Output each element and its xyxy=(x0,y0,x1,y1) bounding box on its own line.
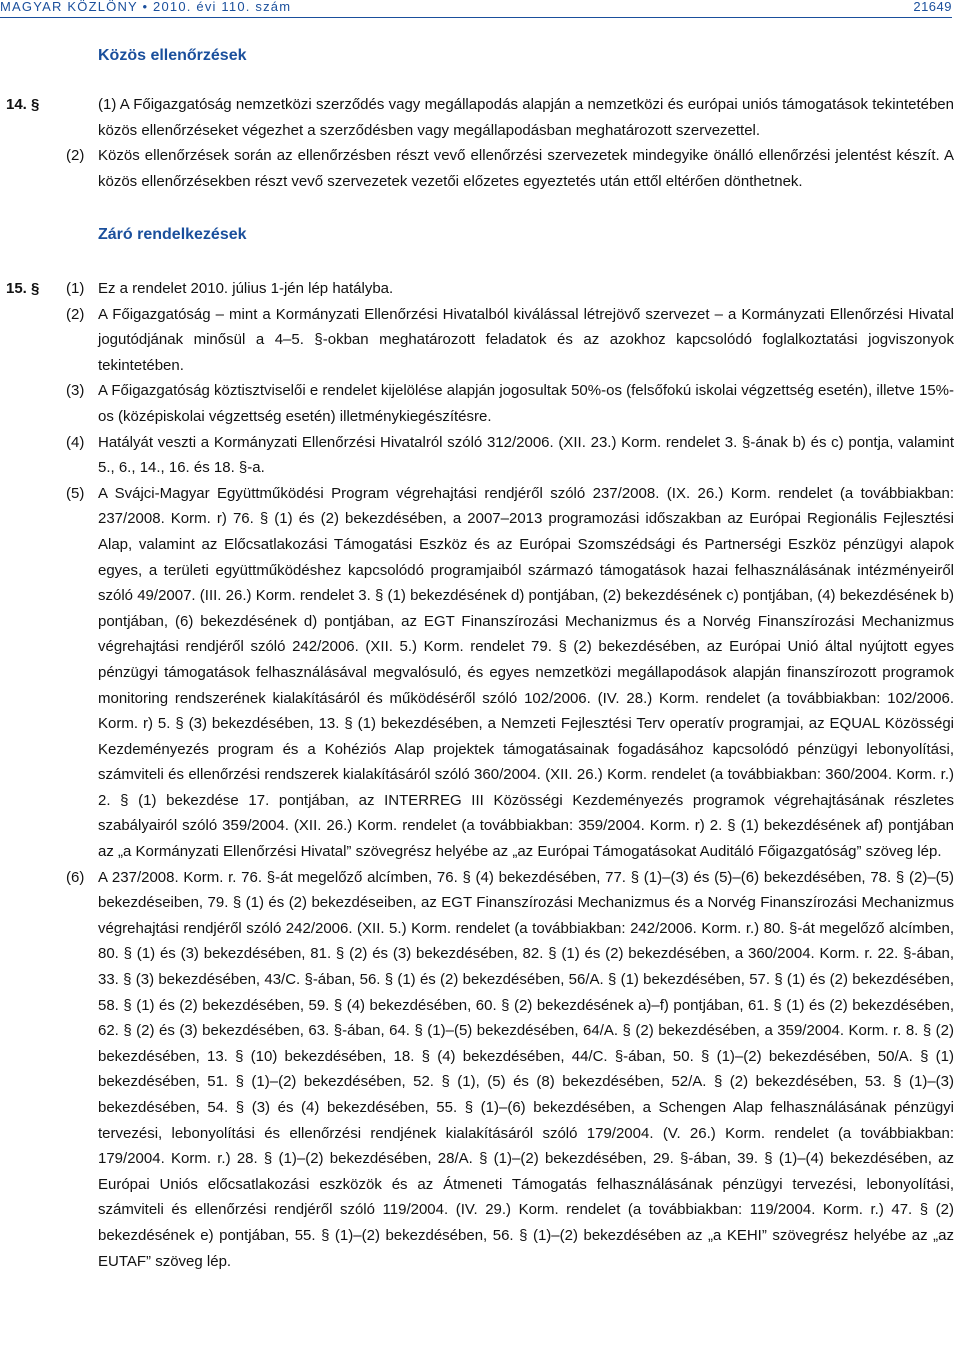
paragraph-text: A 237/2008. Korm. r. 76. §-át megelőző alcímben, 76. § (4) bekezdésében, 77. § (1)–(3) és (5)–(6) bekezdésében, 78. § (2)–(5) bekezdéseiben, 79. § (1) és (2) bekezdéseiben, az EGT Finanszírozási Mechanizmus és a Norvég Finanszírozási Mechanizmus végrehajtási rendjéről szóló 242/2006. (XII. 5.) Korm. rendelet (a továbbiakban: 242/2006. Korm. r.) 80. §-át megelőző alcímben, 80. § (1) és (3) bekezdésében, 81. § (2) és (3) bekezdésében, 82. § (1) és (2) bekezdésében, a 360/2004. Korm. r. 22. §-ában, 33. § (3) bekezdésében, 43/C. §-ában, 56. § (1) és (2) bekezdésében, 56/A. § (1) bekezdésében, 57. § (1) és (2) bekezdésében, 58. § (1) és (2) bekezdésében, 59. § (4) bekezdésében, 60. § (2) bekezdésének a)–f) pontjában, 61. § (1) és (2) bekezdésében, 62. § (2) és (3) bekezdésében, 63. §-ában, 64. § (1)–(5) bekezdésében, 64/A. § (2) bekezdésében, a 359/2004. Korm. r. 8. § (2) bekezdésében, 13. § (10) bekezdésében, 18. § (4) bekezdésében, 44/C. §-ában, 50. § (1)–(2) bekezdésében, 50/A. § (1) bekezdésében, 51. § (1)–(2) bekezdésében, 52. § (1), (5) és (8) bekezdésében, 52/A. § (2) bekezdésében, 53. § (1)–(3) bekezdésében, 54. § (3) és (4) bekezdésében, 55. § (1)–(6) bekezdésében, a Schengen Alap felhasználásának pénzügyi tervezési, lebonyolítási és ellenőrzési rendjének kialakításáról szóló 179/2004. (V. 26.) Korm. rendelet (a továbbiakban: 179/2004. Korm. r.) 28. § (1)–(2) bekezdésében, 28/A. § (1)–(2) bekezdésében, 29. §-ában, 39. § (1)–(4) bekezdésében, az Európai Uniós előcsatlakozási eszközök és az Átmeneti Támogatás felhasználásának pénzügyi tervezési, lebonyolítási, számviteli és ellenőrzési rendjéről szóló 119/2004. (IV. 29.) Korm. rendelet (a továbbiakban: 119/2004. Korm. r.) 47. § (2) bekezdésének e) pontjában, 55. § (1)–(2) bekezdésében, 56. § (1)–(2) bekezdésében az „a KEHI” szövegrész helyébe az „az EUTAF” szöveg lép. xyxy=(98,868,954,1270)
paragraph-text: (1) A Főigazgatóság nemzetközi szerződés vagy megállapodás alapján a nemzetközi és európai uniós támogatások tekintetében közös ellenőrzéseket végezhet a szerződésben vagy megállapodásban meghatározott szervezettel. xyxy=(98,96,954,139)
paragraph-number: (2) xyxy=(66,305,85,323)
paragraph xyxy=(0,378,960,429)
header-rule xyxy=(0,17,952,18)
section-number: 15. § xyxy=(6,280,40,297)
section-title-joint-audits: Közös ellenőrzések xyxy=(98,47,247,64)
journal-title: MAGYAR KÖZLÖNY • 2010. évi 110. szám xyxy=(0,0,292,14)
page-header xyxy=(0,0,960,22)
paragraph xyxy=(0,302,960,379)
paragraph xyxy=(0,92,960,143)
paragraph xyxy=(0,143,960,194)
section-14 xyxy=(0,92,960,194)
paragraph-number: (5) xyxy=(66,484,85,502)
paragraph-number: (2) xyxy=(66,147,85,165)
paragraph-number: (4) xyxy=(66,433,85,451)
paragraph-text: Ez a rendelet 2010. július 1-jén lép hatályba. xyxy=(98,280,394,297)
paragraph xyxy=(0,865,960,1275)
paragraph-number: (1) xyxy=(66,280,85,297)
paragraph xyxy=(0,276,960,302)
section-title-final-provisions: Záró rendelkezések xyxy=(98,226,247,243)
paragraph xyxy=(0,481,960,865)
paragraph-text: Hatályát veszti a Kormányzati Ellenőrzési Hivatalról szóló 312/2006. (XII. 23.) Korm. rendelet 3. §-ának b) és c) pontja, valamint 5., 6., 14., 16. és 18. §-a. xyxy=(98,433,954,477)
section-15 xyxy=(0,276,960,1274)
paragraph-text: A Svájci-Magyar Együttműködési Program végrehajtási rendjéről szóló 237/2008. (IX. 26.) Korm. rendelet (a továbbiakban: 237/2008. Korm. r) 76. § (1) és (2) bekezdésében, a 2007–2013 programozási időszakban az Európai Regionális Fejlesztési Alap, valamint az Előcsatlakozási Támogatási Eszköz és az Európai Szomszédsági és Partnerségi Eszköz pénzügyi alapok egyes, a területi együttműködéshez kapcsolódó programjaiból származó támogatások hazai felhasználásának intézményeiről szóló 49/2007. (III. 26.) Korm. rendelet 3. § (1) bekezdésének d) pontjában, (2) bekezdésének c) pontjában, (4) bekezdésének b) pontjában, (6) bekezdésének d) pontjában, az EGT Finanszírozási Mechanizmus és a Norvég Finanszírozási Mechanizmus végrehajtási rendjéről szóló 242/2006. (XII. 5.) Korm. rendelet 79. § (2) bekezdésében, az Európai Unió által nyújtott egyes pénzügyi támogatások felhasználásával megvalósuló, és egyes nemzetközi megállapodások alapján finanszírozott programok monitoring rendszerének kialakításáról és működéséről szóló 102/2006. (IV. 28.) Korm. rendelet (a továbbiakban: 102/2006. Korm. r) 5. § (3) bekezdésében, 13. § (1) bekezdésében, a Nemzeti Fejlesztési Terv operatív programjai, az EQUAL Közösségi Kezdeményezés program és a Kohéziós Alap projektek támogatásainak fogadásához kapcsolódó pénzügyi lebonyolítási, számviteli és ellenőrzési rendszerek kialakításáról szóló 360/2004. (XII. 26.) Korm. rendelet (a továbbiakban: 360/2004. Korm. r.) 2. § (1) bekezdése 17. pontjában, az INTERREG III Közösségi Kezdeményezés programok végrehajtásának részletes szabályairól szóló 359/2004. (XII. 26.) Korm. rendelet (a továbbiakban: 359/2004. Korm. r) 2. § (1) bekezdésének af) pontjában az „a Kormányzati Ellenőrzési Hivatal” szövegrész helyébe az „az Európai Támogatásokat Auditáló Főigazgatóság” szöveg lép. xyxy=(98,484,954,861)
paragraph-text: Közös ellenőrzések során az ellenőrzésben részt vevő ellenőrzési szervezetek mindegyike önálló ellenőrzési jelentést készít. A közös ellenőrzésekben részt vevő szervezetek vezetői előzetes egyeztetés után ettől eltérően dönthetnek. xyxy=(98,147,954,190)
paragraph-number: (6) xyxy=(66,868,85,886)
paragraph-text: A Főigazgatóság köztisztviselői e rendelet kijelölése alapján jogosultak 50%-os (felsőfokú iskolai végzettség esetén), illetve 15%-os (középiskolai végzettség esetén) illetménykiegészítésre. xyxy=(98,382,954,425)
paragraph xyxy=(0,430,960,481)
paragraph-number: (3) xyxy=(66,382,85,400)
section-number: 14. § xyxy=(6,96,40,113)
page-number: 21649 xyxy=(913,0,952,14)
paragraph-text: A Főigazgatóság – mint a Kormányzati Ellenőrzési Hivatalból kiválással létrejövő szervezet – a Kormányzati Ellenőrzési Hivatal jogutódjának minősül a 4–5. §-okban meghatározott feladatok és az azokhoz kapcsolódó foglalkoztatási jogviszonyok tekintetében. xyxy=(98,305,954,374)
